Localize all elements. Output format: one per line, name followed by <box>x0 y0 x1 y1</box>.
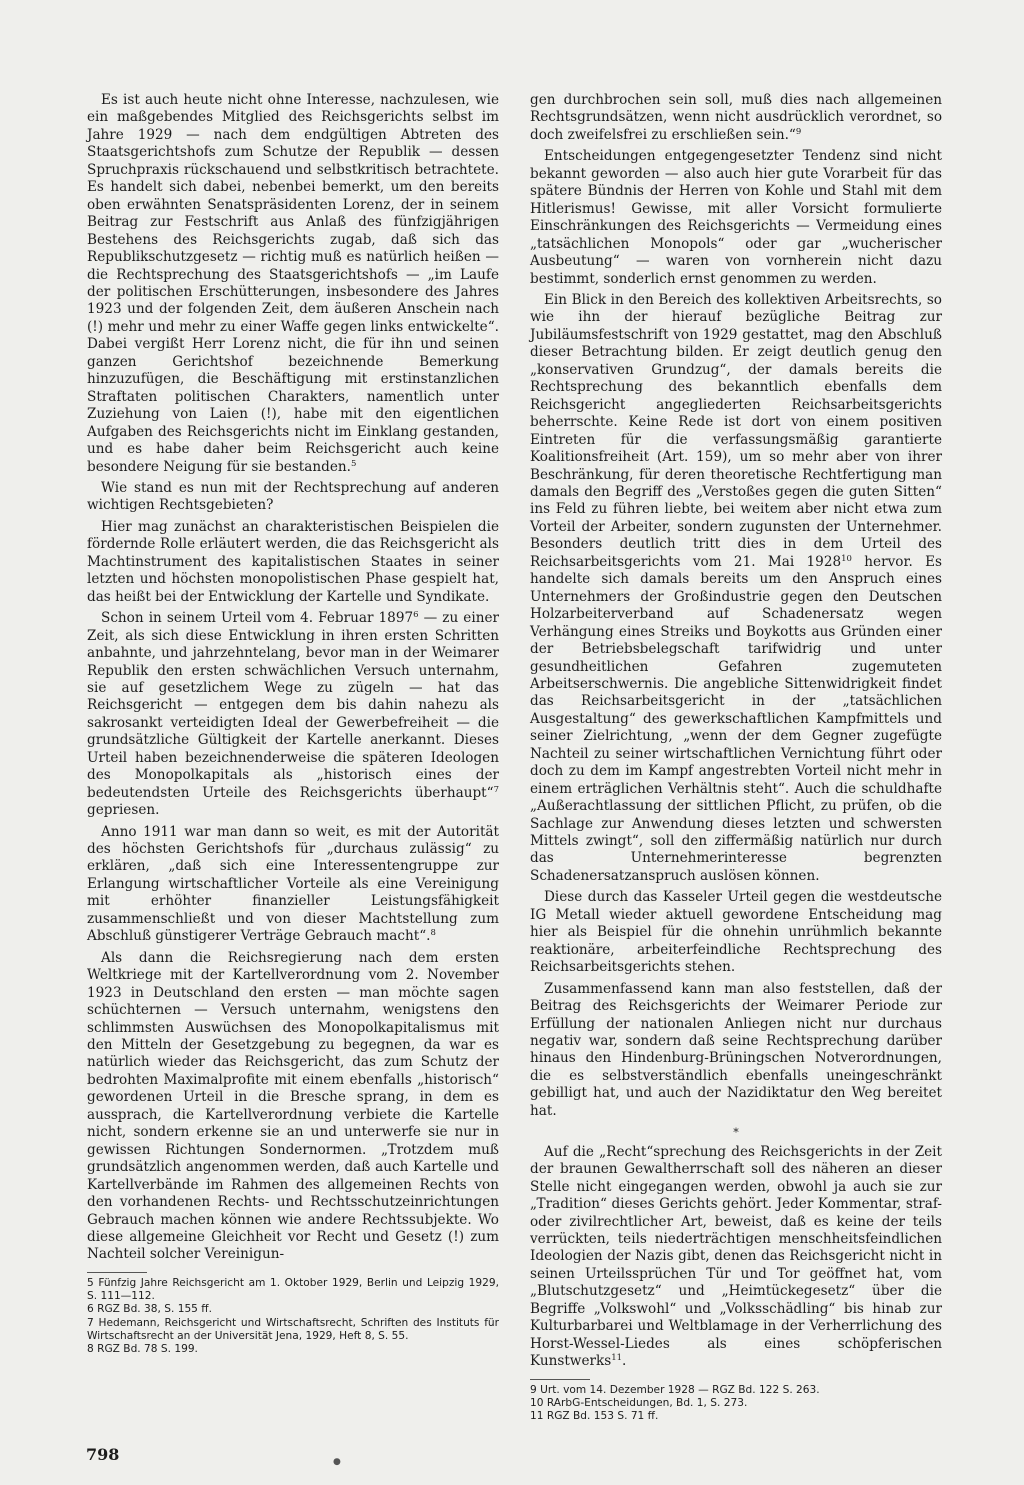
paragraph: Anno 1911 war man dann so weit, es mit der Autorität des höchsten Gerichtshofs für „durchaus zulässig“ zu erklären, „daß sich eine Interessentengruppe zur Erlangung wirtschaftlicher Vorteile als eine Vereinigung mit erhöhter finanzieller Leistungsfähigkeit zusammenschließt und von dieser Machtstellung zum Abschluß günstigerer Verträge Gebrauch macht“.$^8$ <box>87 823 499 945</box>
paragraph: Als dann die Reichsregierung nach dem ersten Weltkriege mit der Kartellverordnung vom 2. November 1923 in Deutschland den ersten — man möchte sagen schüchternen — Versuch unternahm, wenigstens den schlimmsten Auswüchsen des Monopolkapitalismus mit den Mitteln der Gesetzgebung zu begegnen, da war es natürlich wieder das Reichsgericht, das zum Schutz der bedrohten Maximalprofite mit einem ebenfalls „historisch“ gewordenen Urteil in die Bresche sprang, in dem es aussprach, die Kartellverordnung verbiete die Kartelle nicht, sondern erkenne sie an und unterwerfe sie nur in gewissen Richtungen Sondernormen. „Trotzdem muß grundsätzlich angenommen werden, daß auch Kartelle und Kartellverbände im Rahmen des allgemeinen Rechts von den vorhandenen Rechts- und Rechtsschutzeinrichtungen Gebrauch machen können wie andere Rechtssubjekte. Wo diese allgemeine Gleichheit vor Recht und Gesetz (!) zum Nachteil solcher Vereinigun- <box>87 949 499 1263</box>
footnote: 8 RGZ Bd. 78 S. 199. <box>87 1342 198 1355</box>
footnote-divider <box>530 1379 590 1380</box>
print-mark: ● <box>333 1457 341 1467</box>
left-column <box>87 92 499 1356</box>
paragraph: Entscheidungen entgegengesetzter Tendenz sind nicht bekannt geworden — also auch hier gute Vorarbeit für das spätere Bündnis der Herren von Kohle und Stahl mit dem Hitlerismus! Gewisse, mit aller Vorsicht formulierte Einschränkungen des Reichsgerichts — Vermeidung eines „tatsächlichen Monopols“ oder gar „wucherischer Ausbeutung“ — waren von vornherein nicht dazu bestimmt, sonderlich ernst genommen zu werden. <box>530 148 942 287</box>
page-number: 798 <box>86 1445 120 1464</box>
paragraph: gen durchbrochen sein soll, muß dies nach allgemeinen Rechtsgrundsätzen, wenn nicht ausdrücklich verordnet, so doch zweifelsfrei zu erschließen sein.“$^9$ <box>530 92 942 143</box>
footnote: 9 Urt. vom 14. Dezember 1928 — RGZ Bd. 122 S. 263. <box>530 1383 820 1396</box>
footnote: 7 Hedemann, Reichsgericht und Wirtschaftsrecht, Schriften des Instituts für Wirtschaftsrecht an der Universität Jena, 1929, Heft 8, S. 55. <box>87 1316 499 1342</box>
right-column <box>530 92 942 1423</box>
paragraph: Schon in seinem Urteil vom 4. Februar 1897$^6$ — zu einer Zeit, als sich diese Entwicklung in ihren ersten Schritten anbahnte, und jahrzehntelang, bevor man in der Weimarer Republik den ersten schwächlichen Versuch unternahm, sie auf gesetzlichem Wege zu zügeln — hat das Reichsgericht — entgegen dem bis dahin nahezu als sakrosankt verteidigten Ideal der Gewerbefreiheit — die grundsätzliche Gültigkeit der Kartelle anerkannt. Dieses Urteil haben bezeichnenderweise die späteren Ideologen des Monopolkapitals als „historisch eines der bedeutendsten Urteile des Reichsgerichts überhaupt“$^7$ gepriesen. <box>87 610 499 819</box>
footnotes-right <box>530 1384 942 1424</box>
paragraph: Es ist auch heute nicht ohne Interesse, nachzulesen, wie ein maßgebendes Mitglied des Reichsgerichts selbst im Jahre 1929 — nach dem endgültigen Abtreten des Staatsgerichtshofs zum Schutze der Republik — dessen Spruchpraxis rückschauend und selbstkritisch betrachtete. Es handelt sich dabei, nebenbei bemerkt, um den bereits oben erwähnten Senatspräsidenten Lorenz, der in seinem Beitrag zur Festschrift aus Anlaß des fünfzigjährigen Bestehens des Reichsgerichts zugab, daß sich das Republikschutzgesetz — richtig muß es natürlich heißen — die Rechtsprechung des Staatsgerichtshofs — „im Laufe der politischen Erschütterungen, insbesondere des Jahres 1923 und der folgenden Zeit, dem äußeren Anschein nach (!) mehr und mehr zu einer Waffe gegen links entwickelte“. Dabei vergißt Herr Lorenz nicht, die für ihn und seinen ganzen Gerichtshof bezeichnende Bemerkung hinzuzufügen, die Beschäftigung mit erstinstanzlichen Straftaten politischen Charakters, namentlich unter Zuziehung von Laien (!), habe mit den eigentlichen Aufgaben des Reichsgerichts nicht im Einklang gestanden, und es habe daher beim Reichsgericht auch keine besondere Neigung für sie bestanden.$^5$ <box>87 92 499 475</box>
paragraph: Zusammenfassend kann man also feststellen, daß der Beitrag des Reichsgerichts der Weimarer Periode zur Erfüllung der nationalen Anliegen nicht nur durchaus negativ war, sondern daß seine Rechtsprechung darüber hinaus den Hindenburg-Brüningschen Notverordnungen, die es selbstverständlich ebenfalls uneingeschränkt gebilligt hat, und auch der Nazidiktatur den Weg bereitet hat. <box>530 980 942 1119</box>
footnote: 10 RArbG-Entscheidungen, Bd. 1, S. 273. <box>530 1396 748 1409</box>
paragraph: Diese durch das Kasseler Urteil gegen die westdeutsche IG Metall wieder aktuell gewordene Entscheidung mag hier als Beispiel für die ohnehin unrühmlich bekannte reaktionäre, arbeiterfeindliche Rechtsprechung des Reichsarbeitsgerichts stehen. <box>530 889 942 976</box>
paragraph: Auf die „Recht“sprechung des Reichsgerichts in der Zeit der braunen Gewaltherrschaft soll des näheren an dieser Stelle nicht eingegangen werden, obwohl ja auch sie zur „Tradition“ dieses Gerichts gehört. Jeder Kommentar, straf- oder zivilrechtlicher Art, beweist, daß es keine der teils verrückten, teils niederträchtigen menschheitsfeindlichen Ideologien der Nazis gibt, denen das Reichsgericht nicht in seinen Urteilssprüchen Tür und Tor geöffnet hat, vom „Blutschutzgesetz“ und „Heimtückegesetz“ über die Begriffe „Volkswohl“ und „Volksschädling“ bis hinab zur Kulturbarbarei und Weltblamage in der Verherrlichung des Horst-Wessel-Liedes als eines schöpferischen Kunstwerks$^{11}$. <box>530 1143 942 1370</box>
footnote-divider <box>87 1272 147 1273</box>
footnote: 6 RGZ Bd. 38, S. 155 ff. <box>87 1303 212 1316</box>
footnote: 11 RGZ Bd. 153 S. 71 ff. <box>530 1410 659 1423</box>
paragraph: Ein Blick in den Bereich des kollektiven Arbeitsrechts, so wie ihn der hierauf bezügliche Beitrag zur Jubiläumsfestschrift von 1929 gestattet, mag den Abschluß dieser Betrachtung bilden. Er zeigt deutlich genug den „konservativen Grundzug“, der damals bereits die Rechtsprechung des bekanntlich ebenfalls dem Reichsgericht angegliederten Reichsarbeitsgerichts beherrschte. Keine Rede ist dort von einem positiven Eintreten für die verfassungsmäßig garantierte Koalitionsfreiheit (Art. 159), um so mehr aber von ihrer Beschränkung, für deren theoretische Rechtfertigung man damals den Begriff des „Verstoßes gegen die guten Sitten“ ins Feld zu führen liebte, bei weitem aber nicht etwa zum Vorteil der Arbeiter, sondern zugunsten der Unternehmer. Besonders deutlich tritt dies in dem Urteil des Reichsarbeitsgerichts vom 21. Mai 1928$^{10}$ hervor. Es handelte sich damals bereits um den Anspruch eines Unternehmers der Großindustrie gegen den Deutschen Holzarbeiterverband auf Schadenersatz wegen Verhängung eines Streiks und Boykotts aus Gründen einer der Betriebsbelegschaft tarifwidrig und unter gesundheitlichen Gefahren zugemuteten Arbeitserschwernis. Die angebliche Sittenwidrigkeit findet das Reichsarbeitsgericht in der „tatsächlichen Ausgestaltung“ des gewerkschaftlichen Kampfmittels und seiner Zielrichtung, „wenn der dem Gegner zugefügte Nachteil zu seiner wirtschaftlichen Vernichtung führt oder doch zu dem im Kampf angestrebten Vorteil nicht mehr in einem erträglichen Verhältnis steht“. Auch die schuldhafte „Außerachtlassung der sittlichen Pflicht, zu prüfen, ob die Sachlage zur Anwendung dieses letzten und schwersten Mittels zwingt“, soll den ziffermäßig natürlich nur durch das Unternehmerinteresse begrenzten Schadenersatzanspruch auslösen können. <box>530 291 942 884</box>
footnotes-left <box>87 1277 499 1356</box>
section-separator: * <box>733 1126 739 1140</box>
paragraph: Wie stand es nun mit der Rechtsprechung auf anderen wichtigen Rechtsgebieten? <box>87 479 499 514</box>
footnote: 5 Fünfzig Jahre Reichsgericht am 1. Oktober 1929, Berlin und Leipzig 1929, S. 111—112. <box>87 1276 499 1303</box>
paragraph: Hier mag zunächst an charakteristischen Beispielen die fördernde Rolle erläutert werden, die das Reichsgericht als Machtinstrument des kapitalistischen Staates in seiner letzten und höchsten monopolistischen Phase gespielt hat, das heißt bei der Entwicklung der Kartelle und Syndikate. <box>87 518 499 605</box>
